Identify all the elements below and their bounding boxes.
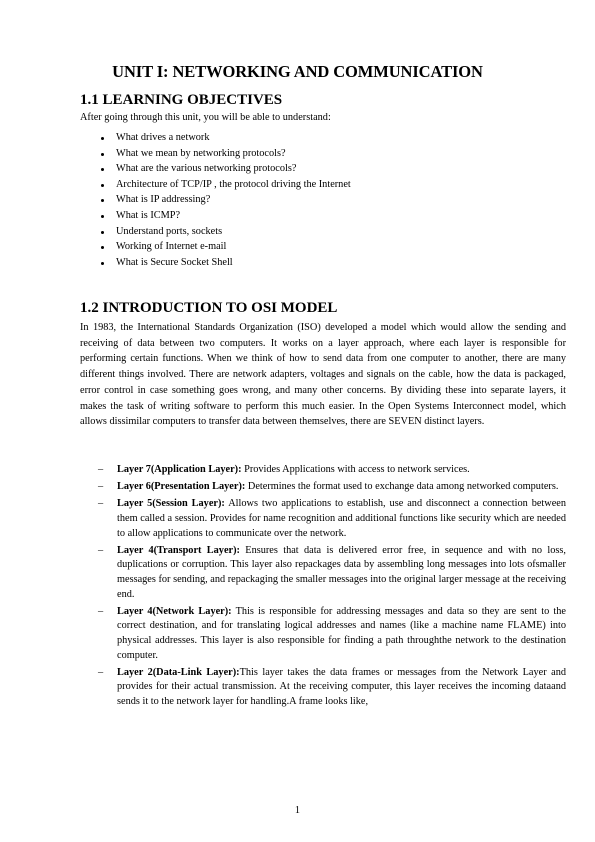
list-item [98,605,566,663]
layer-description: Provides Applications with access to network services. [241,464,470,475]
list-item [98,666,566,710]
layer-description: This is responsible for addressing messages and data so they are sent to the correct destination, and for translating logical addresses and names (like a machine name FLAME) into physical addresses. This layer is also responsible for finding a path throughthe network to the destination computer. [117,605,567,661]
bullet-icon [101,168,104,171]
dash-bullet: – [98,544,104,556]
list-item: What is Secure Socket Shell [96,255,351,271]
layer-description: Ensures that data is delivered error free, in sequence and with no loss, duplications or corruption. This layer also repackages data by assembling long messages into lots ofsmaller messages for sending, and repackaging the smaller messages into the original larger message at the receiving end. [117,544,566,600]
dash-bullet: – [98,464,104,475]
list-item: Understand ports, sockets [96,224,351,240]
layer-description: This layer takes the data frames or messages from the Network Layer and provides for their actual transmission. At the receiving computer, this layer receives the incoming dataand sends it to the network layer for handling.A frame looks like, [117,666,566,707]
layer-name: Layer 5(Session Layer): [117,498,225,510]
list-item: What we mean by networking protocols? [96,146,351,162]
section-heading-objectives: 1.1 LEARNING OBJECTIVES [80,92,283,108]
osi-layer-list [98,463,566,712]
dash-bullet: – [98,498,104,510]
bullet-icon [101,231,104,234]
layer-description: Determines the format used to exchange data among networked computers. [245,481,559,493]
layer-name: Layer 2(Data-Link Layer): [117,666,240,678]
osi-intro-paragraph: In 1983, the International Standards Organization (ISO) developed a model which would allow the sending and receiving of data between two computers. It works on a layer approach, where each layer is responsible for performing certain functions. When we think of how to send data from one computer to another, there are many different things involved. There are network adapters, voltages and signals on the cable, how the data is packaged, error control in case something goes wrong, and many other concerns. By dividing these into separate layers, it makes the task of writing software to perform this much easier. In the Open Systems Interconnect model, which allows dissimilar computers to transfer data between themselves, there are SEVEN distinct layers. [80,322,566,428]
list-item [98,463,566,478]
list-item: What is ICMP? [96,208,351,224]
dash-bullet: – [98,481,104,493]
list-item [98,544,566,602]
layer-description: Allows two applications to establish, use and disconnect a connection between them called a session. Provides for name recognition and additional functions like security which are needed to allow applications to communicate over the network. [117,498,566,539]
dash-bullet: – [98,666,104,678]
bullet-icon [101,262,104,265]
bullet-icon [101,153,104,156]
layer-name: Layer 4(Transport Layer): [117,544,240,556]
objectives-intro: After going through this unit, you will be able to understand: [80,112,331,123]
layer-name: Layer 7(Application Layer): [117,464,242,475]
list-item: Working of Internet e-mail [96,239,351,255]
bullet-icon [101,215,104,218]
unit-title: UNIT I: NETWORKING AND COMMUNICATION [112,62,483,81]
list-item [98,497,566,541]
list-item: What are the various networking protocols? [96,161,351,177]
list-item: Architecture of TCP/IP , the protocol driving the Internet [96,177,351,193]
bullet-icon [101,199,104,202]
bullet-icon [101,137,104,140]
objectives-list [96,130,351,270]
layer-name: Layer 6(Presentation Layer): [117,481,246,493]
section-heading-osi: 1.2 INTRODUCTION TO OSI MODEL [80,300,338,316]
page-number: 1 [294,805,301,816]
bullet-icon [101,184,104,187]
list-item: What drives a network [96,130,351,146]
list-item [98,480,566,495]
layer-name: Layer 4(Network Layer): [117,605,232,617]
list-item: What is IP addressing? [96,192,351,208]
bullet-icon [101,246,104,249]
dash-bullet: – [98,605,104,617]
